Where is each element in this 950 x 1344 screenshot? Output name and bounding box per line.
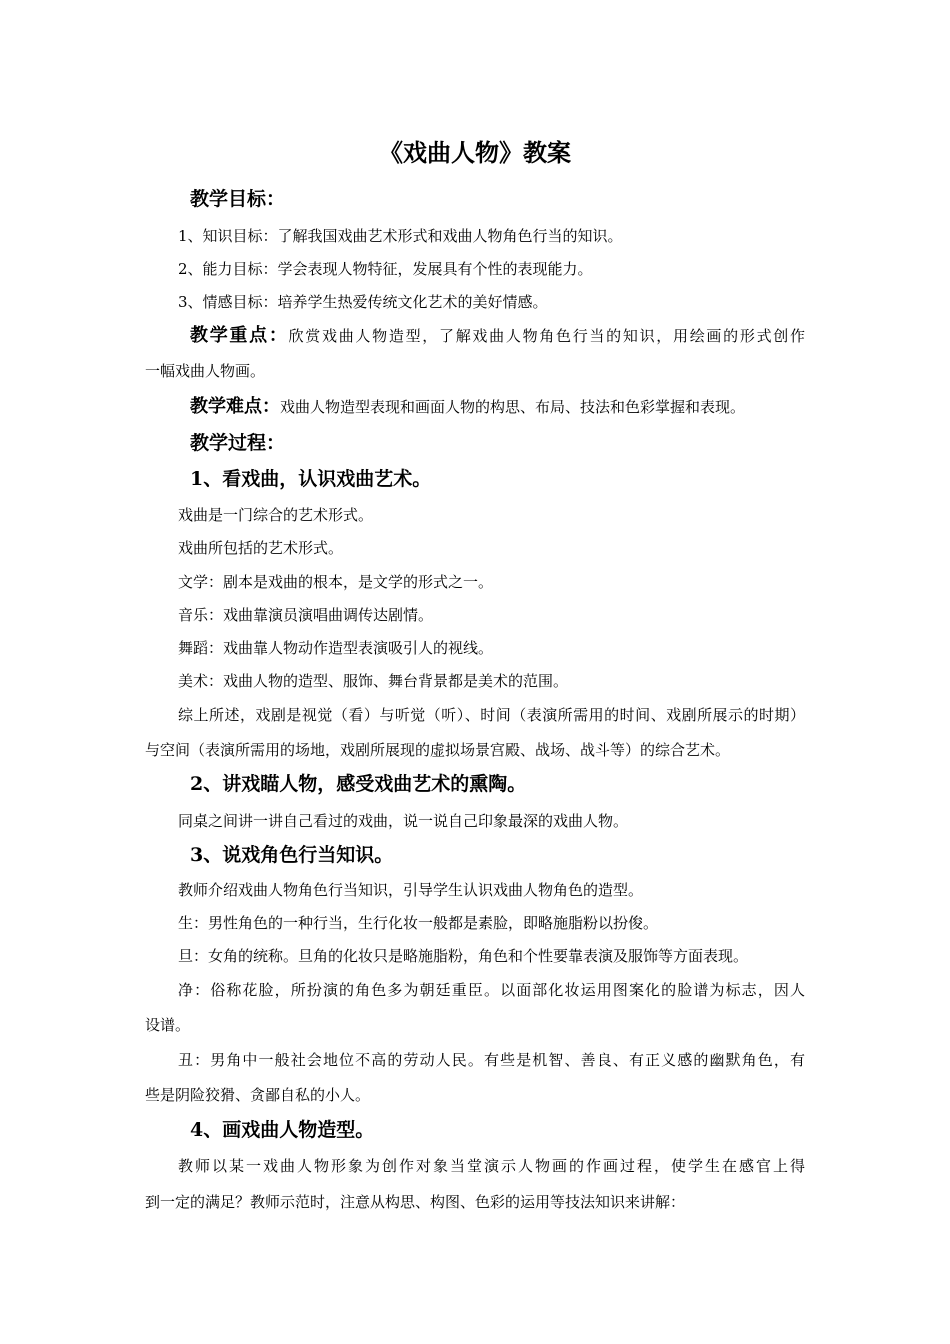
section3-jing-1: 净：俗称花脸，所扮演的角色多为朝廷重臣。以面部化妆运用图案化的脸谱为标志，因人 (178, 981, 805, 999)
section3-sheng: 生：男性角色的一种行当，生行化妆一般都是素脸，即略施脂粉以扮俊。 (178, 914, 659, 932)
section3-dan: 旦：女角的统称。旦角的化妆只是略施脂粉，角色和个性要靠表演及服饰等方面表现。 (178, 947, 749, 965)
difficulty-text: 戏曲人物造型表现和画面人物的构思、布局、技法和色彩掌握和表现。 (280, 398, 746, 416)
section1-line-6: 美术：戏曲人物的造型、服饰、舞台背景都是美术的范围。 (178, 672, 569, 690)
section1-line-2: 戏曲所包括的艺术形式。 (178, 539, 344, 557)
section3-chou-1: 丑：男角中一般社会地位不高的劳动人民。有些是机智、善良、有正义感的幽默角色，有 (178, 1051, 805, 1069)
key-point-text: 欣赏戏曲人物造型，了解戏曲人物角色行当的知识，用绘画的形式创作 (288, 327, 805, 345)
section1-line-3: 文学：剧本是戏曲的根本，是文学的形式之一。 (178, 573, 494, 591)
section1-line-1: 戏曲是一门综合的艺术形式。 (178, 506, 374, 524)
key-point-line-2: 一幅戏曲人物画。 (145, 362, 266, 380)
difficulty-line (190, 397, 745, 417)
section3-intro: 教师介绍戏曲人物角色行当知识，引导学生认识戏曲人物角色的造型。 (178, 881, 644, 899)
objective-knowledge: 1、知识目标：了解我国戏曲艺术形式和戏曲人物角色行当的知识。 (178, 227, 623, 245)
objectives-heading: 教学目标： (190, 188, 286, 210)
section1-line-4: 音乐：戏曲靠演员演唱曲调传达剧情。 (178, 606, 434, 624)
document-title: 《戏曲人物》教案 (379, 138, 571, 167)
section2-line: 同桌之间讲一讲自己看过的戏曲，说一说自己印象最深的戏曲人物。 (178, 812, 629, 830)
section3-heading: 3、说戏角色行当知识。 (190, 844, 394, 866)
section2-heading: 2、讲戏瞄人物，感受戏曲艺术的熏陶。 (190, 773, 527, 795)
section1-summary-2: 与空间（表演所需用的场地，戏剧所展现的虚拟场景宫殿、战场、战斗等）的综合艺术。 (145, 741, 731, 759)
section1-line-5: 舞蹈：戏曲靠人物动作造型表演吸引人的视线。 (178, 639, 494, 657)
key-point-label: 教学重点： (190, 325, 289, 346)
difficulty-label: 教学难点： (190, 396, 280, 417)
objective-ability: 2、能力目标：学会表现人物特征，发展具有个性的表现能力。 (178, 260, 593, 278)
section1-summary-1: 综上所述，戏剧是视觉（看）与听觉（听）、时间（表演所需用的时间、戏剧所展示的时期） (178, 706, 805, 724)
key-point-line-1 (190, 326, 805, 346)
section4-text-1: 教师以某一戏曲人物形象为创作对象当堂演示人物画的作画过程，使学生在感官上得 (178, 1157, 805, 1175)
section1-heading: 1、看戏曲，认识戏曲艺术。 (190, 468, 432, 490)
objective-emotion: 3、情感目标：培养学生热爱传统文化艺术的美好情感。 (178, 293, 548, 311)
section3-chou-2: 些是阴险狡猾、贪鄙自私的小人。 (145, 1086, 371, 1104)
section3-jing-2: 设谱。 (145, 1016, 191, 1034)
section4-heading: 4、画戏曲人物造型。 (190, 1119, 375, 1141)
process-heading: 教学过程： (190, 432, 286, 454)
section4-text-2: 到一定的满足？教师示范时，注意从构思、构图、色彩的运用等技法知识来讲解： (145, 1193, 686, 1211)
